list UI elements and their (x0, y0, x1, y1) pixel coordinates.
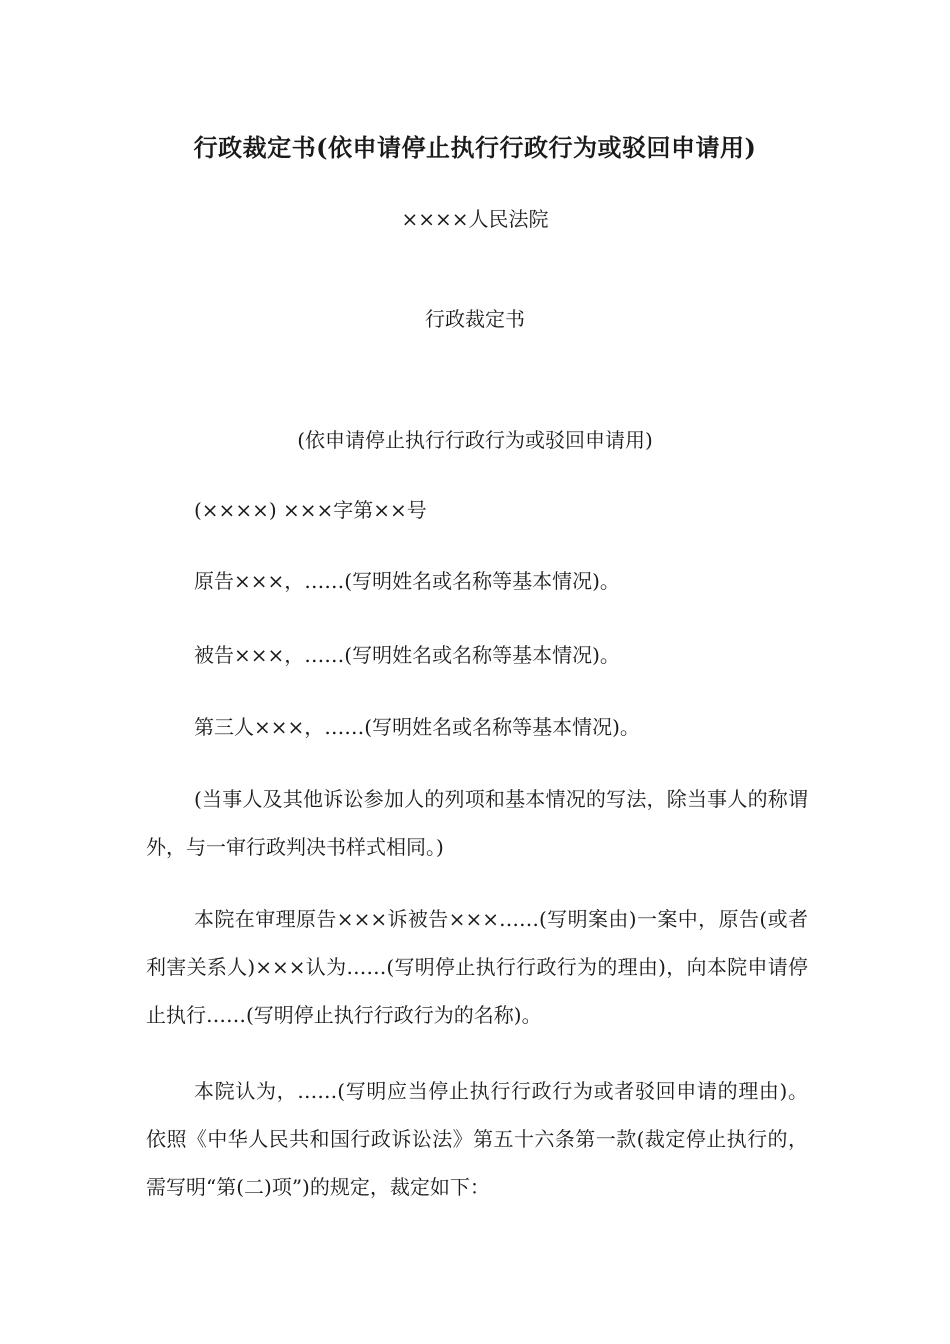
defendant-paragraph: 被告×××，……(写明姓名或名称等基本情况)。 (194, 643, 620, 667)
document-type: 行政裁定书 (425, 307, 525, 331)
plaintiff-paragraph: 原告×××，……(写明姓名或名称等基本情况)。 (194, 569, 620, 593)
case-number: (××××) ×××字第××号 (194, 498, 427, 522)
document-title: 行政裁定书(依申请停止执行行政行为或驳回申请用) (193, 133, 757, 162)
third-party-paragraph: 第三人×××，……(写明姓名或名称等基本情况)。 (194, 715, 640, 739)
document-subtitle: (依申请停止执行行政行为或驳回申请用) (297, 428, 653, 452)
note-paragraph: (当事人及其他诉讼参加人的列项和基本情况的写法，除当事人的称谓外，与一审行政判决书样式相同。) (146, 787, 808, 859)
court-name: ××××人民法院 (401, 207, 549, 231)
facts-paragraph: 本院在审理原告×××诉被告×××……(写明案由)一案中，原告(或者利害关系人)×××认为……(写明停止执行行政行为的理由)，向本院申请停止执行……(写明停止执行行政行为的名称)。 (146, 907, 808, 1027)
reasoning-paragraph: 本院认为，……(写明应当停止执行行政行为或者驳回申请的理由)。依照《中华人民共和国行政诉讼法》第五十六条第一款(裁定停止执行的，需写明“第(二)项”)的规定，裁定如下： (146, 1079, 808, 1199)
